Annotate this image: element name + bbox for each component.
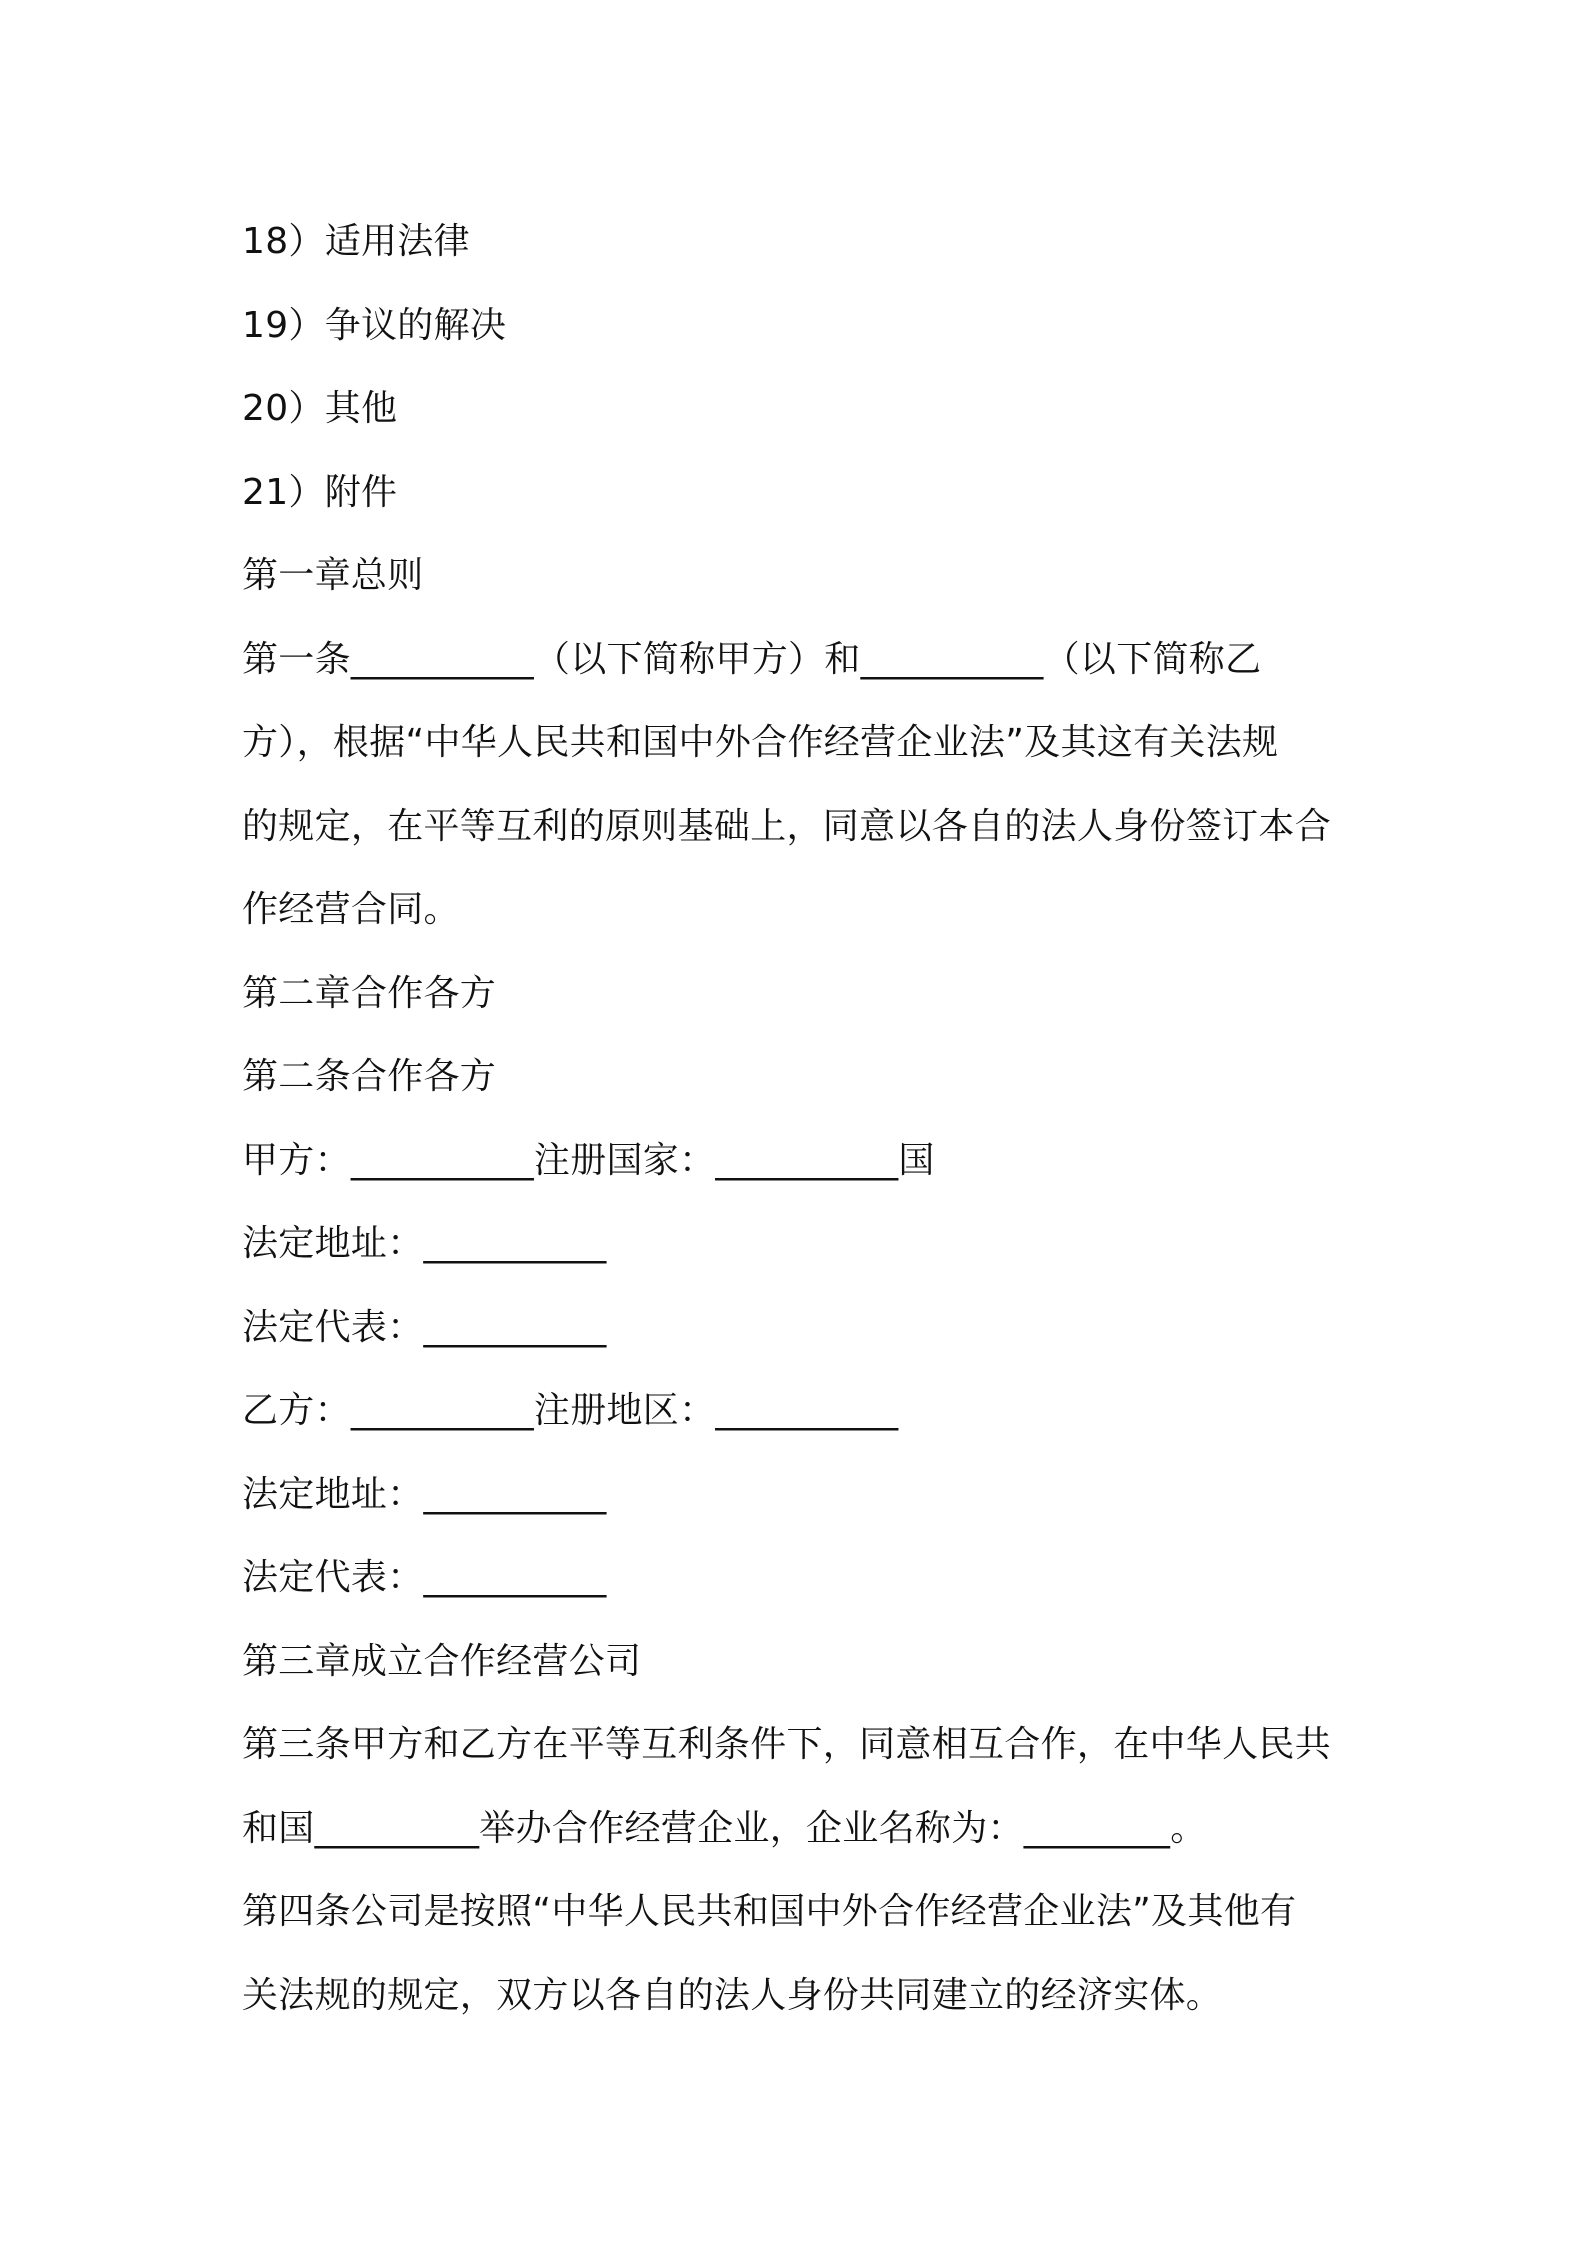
article-1-line-1: 第一条__________（以下简称甲方）和__________（以下简称乙 — [242, 638, 1262, 680]
toc-item-21: 21）附件 — [242, 471, 398, 513]
article-1-line-2: 方），根据“中华人民共和国中外合作经营企业法”及其这有关法规 — [242, 722, 1279, 763]
toc-item-20: 20）其他 — [242, 388, 398, 429]
article-3-line-1: 第三条甲方和乙方在平等互利条件下，同意相互合作，在中华人民共 — [242, 1724, 1332, 1765]
document-body — [242, 200, 1362, 2037]
party-b-representative: 法定代表：__________ — [242, 1557, 607, 1598]
article-1-line-3: 的规定，在平等互利的原则基础上，同意以各自的法人身份签订本合 — [242, 805, 1332, 847]
party-b-address: 法定地址：__________ — [242, 1473, 607, 1515]
article-3-line-2: 和国_________举办合作经营企业，企业名称为：________。 — [242, 1807, 1207, 1849]
party-a-info: 甲方：__________注册国家：__________国 — [242, 1139, 935, 1181]
chapter-1-heading: 第一章总则 — [242, 555, 424, 596]
article-4-line-1: 第四条公司是按照“中华人民共和国中外合作经营企业法”及其他有 — [242, 1891, 1297, 1932]
chapter-3-heading: 第三章成立合作经营公司 — [242, 1640, 642, 1682]
article-4-line-2: 关法规的规定，双方以各自的法人身份共同建立的经济实体。 — [242, 1974, 1223, 2016]
party-b-info: 乙方：__________注册地区：__________ — [242, 1390, 899, 1431]
chapter-2-heading: 第二章合作各方 — [242, 972, 497, 1014]
party-a-representative: 法定代表：__________ — [242, 1306, 607, 1348]
toc-item-18: 18）适用法律 — [242, 221, 470, 262]
party-a-address: 法定地址：__________ — [242, 1223, 607, 1264]
toc-item-19: 19）争议的解决 — [242, 304, 507, 346]
article-1-line-4: 作经营合同。 — [242, 889, 460, 930]
article-2-heading: 第二条合作各方 — [242, 1056, 497, 1097]
